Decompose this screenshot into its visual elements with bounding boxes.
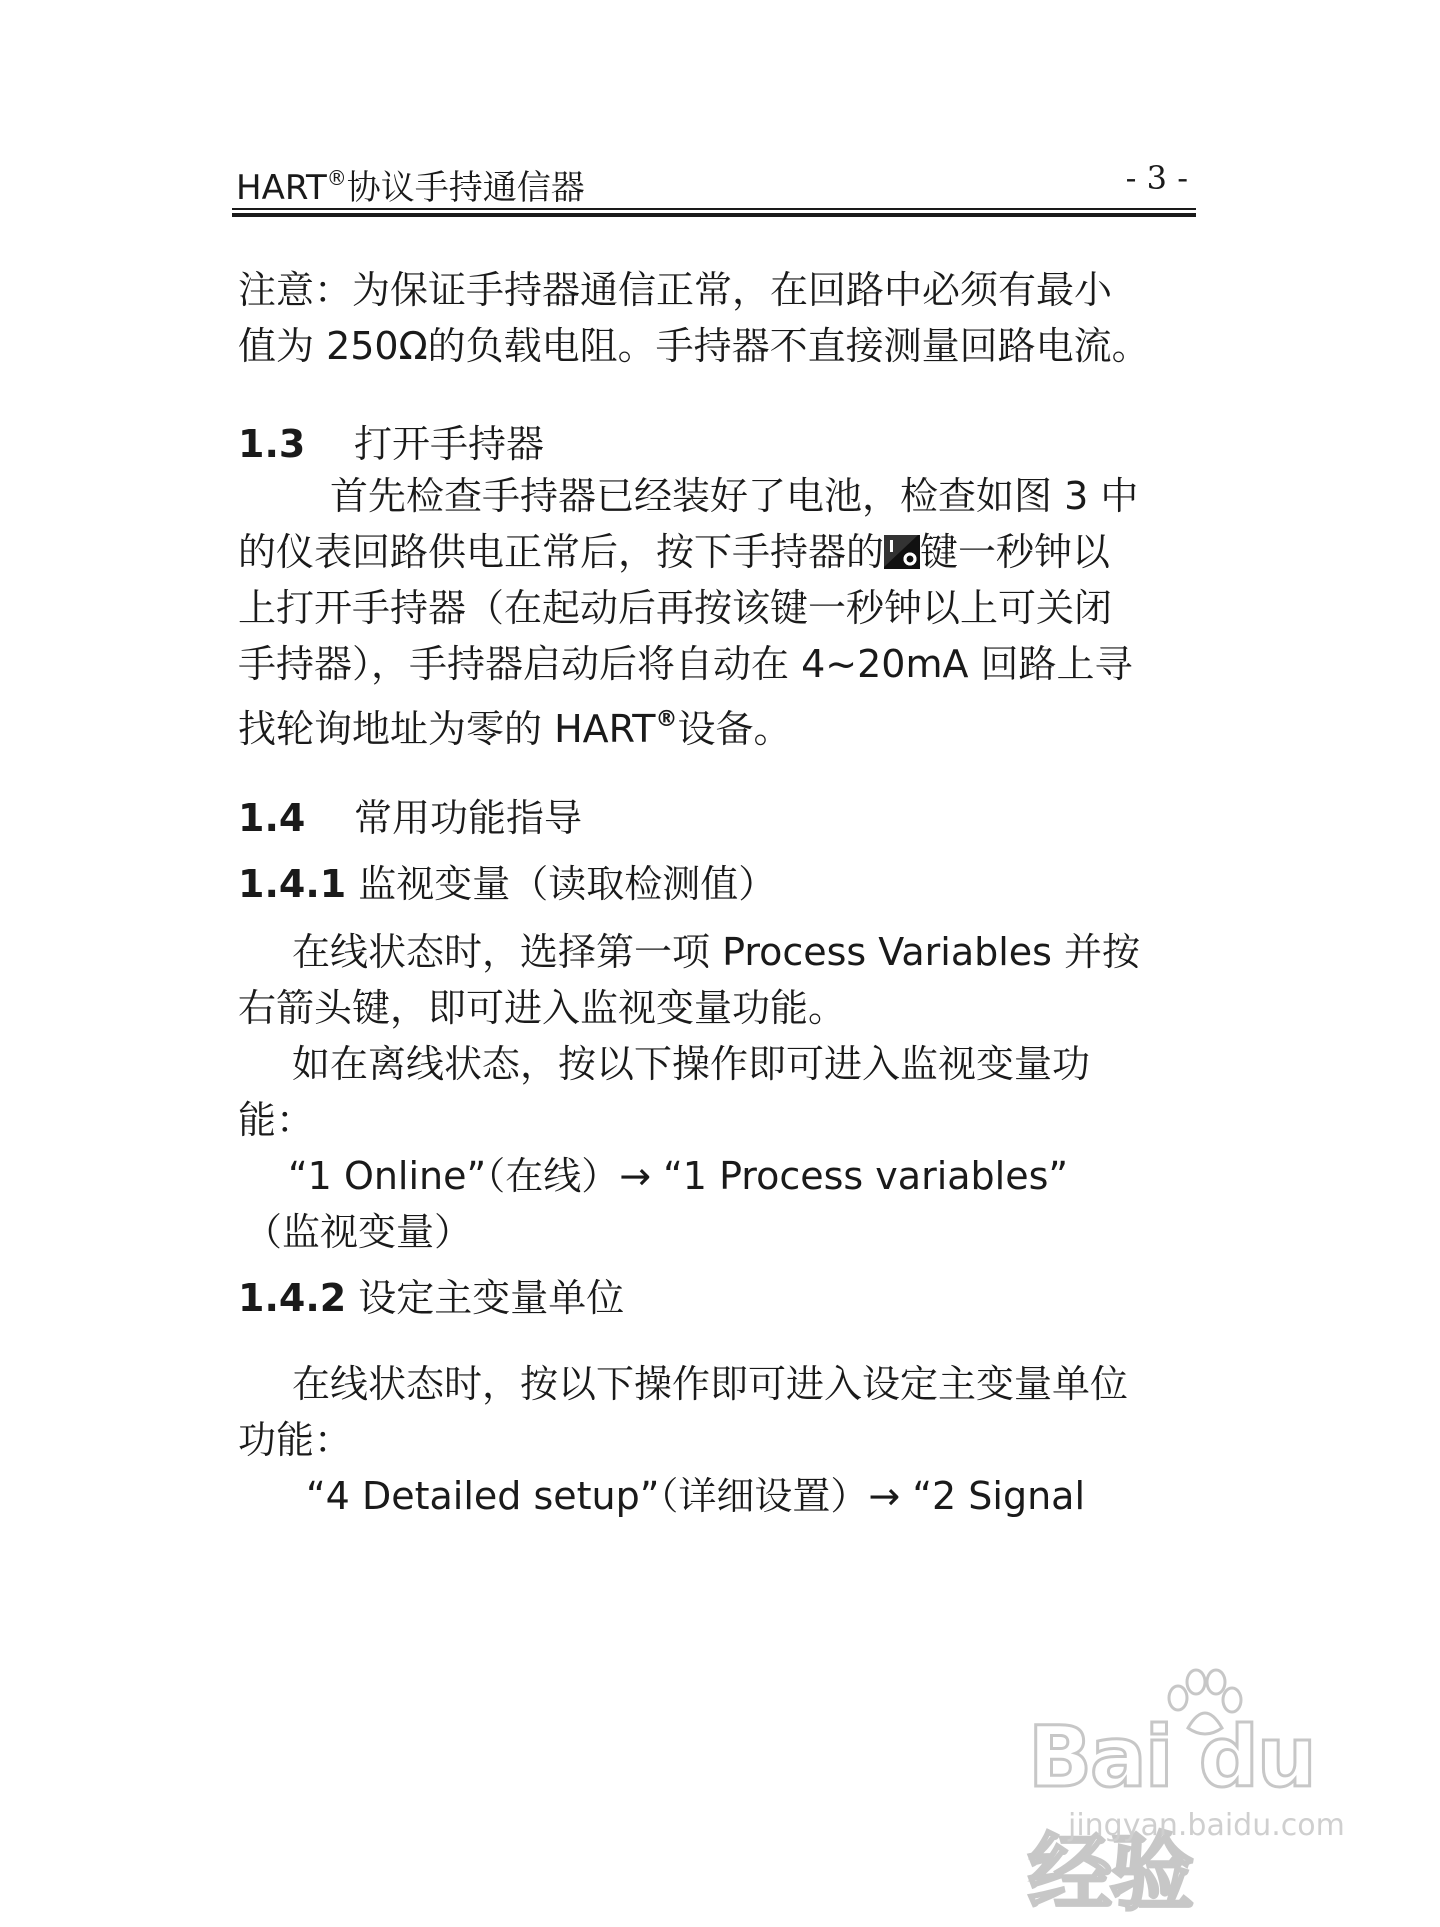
s141-line-6: （监视变量） xyxy=(244,1210,473,1254)
page-header xyxy=(232,150,1196,206)
header-title-hart: HART xyxy=(236,168,327,208)
note-line-1: 注意：为保证手持器通信正常，在回路中必须有最小 xyxy=(238,268,1113,312)
s13-line-2-after: 键一秒钟以 xyxy=(920,530,1111,574)
section-title: 设定主变量单位 xyxy=(358,1276,625,1320)
section-heading-1-4 xyxy=(238,790,582,846)
s142-line-3: “4 Detailed setup”（详细设置）→ “2 Signal xyxy=(306,1474,1086,1518)
section-heading-1-3 xyxy=(238,416,544,472)
s13-line-2 xyxy=(238,524,1194,580)
note-line-2: 值为 250Ω的负载电阻。手持器不直接测量回路电流。 xyxy=(238,324,1150,368)
section-number: 1.4 xyxy=(238,796,306,840)
s13-line-5 xyxy=(238,692,1194,757)
s13-line-5-after: 设备。 xyxy=(677,707,792,751)
header-title xyxy=(236,150,585,216)
watermark-url: jingyan.baidu.com xyxy=(1068,1808,1345,1843)
s13-line-1: 首先检查手持器已经装好了电池，检查如图 3 中 xyxy=(330,474,1139,518)
section-number: 1.4.2 xyxy=(238,1276,347,1320)
section-number: 1.3 xyxy=(238,422,306,466)
watermark-brand: Bai du 经验 xyxy=(1028,1708,1315,1922)
s142-line-2: 功能： xyxy=(238,1418,353,1462)
s141-line-5: “1 Online”（在线）→ “1 Process variables” xyxy=(288,1154,1069,1198)
s141-line-4: 能： xyxy=(238,1098,315,1142)
section-title: 打开手持器 xyxy=(354,422,545,466)
s13-line-3: 上打开手持器（在起动后再按该键一秒钟以上可关闭 xyxy=(238,586,1113,630)
s141-line-1: 在线状态时，选择第一项 Process Variables 并按 xyxy=(292,930,1141,974)
header-rule-thick xyxy=(232,213,1196,217)
section-heading-1-4-2 xyxy=(238,1270,624,1326)
s13-line-2-before: 的仪表回路供电正常后，按下手持器的 xyxy=(238,530,885,574)
s142-line-1: 在线状态时，按以下操作即可进入设定主变量单位 xyxy=(292,1362,1129,1406)
s13-line-5-before: 找轮询地址为零的 HART xyxy=(238,707,656,751)
section-heading-1-4-1 xyxy=(238,856,776,912)
power-key-icon xyxy=(884,528,920,562)
s141-line-3: 如在离线状态，按以下操作即可进入监视变量功 xyxy=(292,1042,1091,1086)
s141-line-2: 右箭头键，即可进入监视变量功能。 xyxy=(238,986,847,1030)
registered-mark: ® xyxy=(655,707,678,732)
header-title-suffix: 协议手持通信器 xyxy=(346,168,585,208)
header-rule-thin xyxy=(232,208,1196,210)
page-number: - 3 - xyxy=(1125,159,1188,197)
s13-line-4: 手持器），手持器启动后将自动在 4~20mA 回路上寻 xyxy=(238,642,1133,686)
section-number: 1.4.1 xyxy=(238,862,347,906)
section-title: 监视变量（读取检测值） xyxy=(358,862,777,906)
section-title: 常用功能指导 xyxy=(354,796,583,840)
registered-mark: ® xyxy=(326,166,347,190)
baidu-watermark xyxy=(1008,1668,1408,1922)
